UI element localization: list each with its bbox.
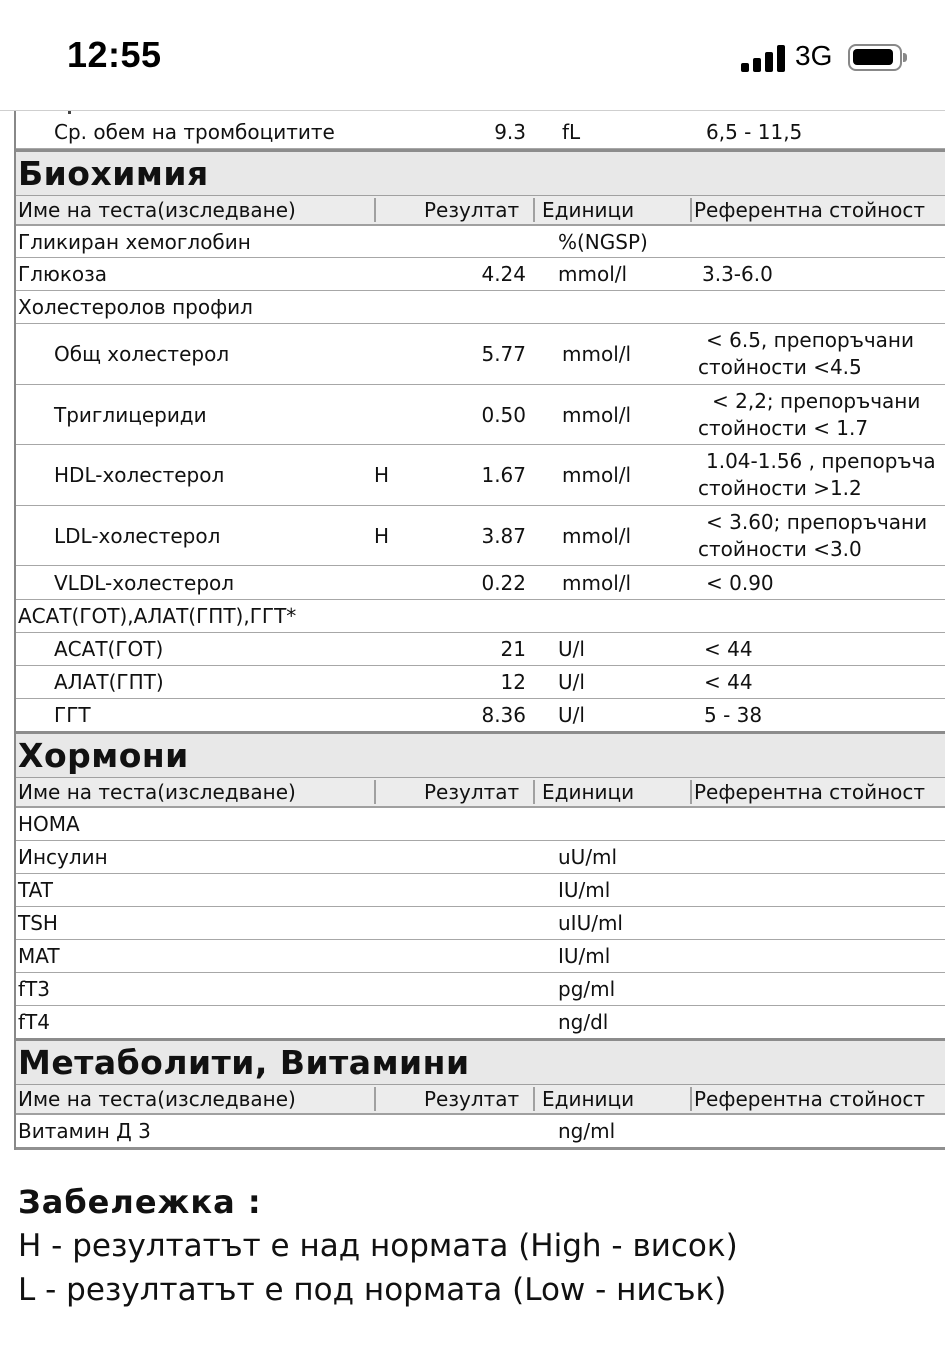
table-row: АЛАТ(ГПТ) 12 U/l < 44: [16, 666, 945, 699]
table-row: Ср. обем на тромбоцитите 9.3 fL 6,5 - 11,5: [16, 116, 945, 149]
table-row: Холестеролов профил: [16, 291, 945, 324]
table-row: fT3 pg/ml: [16, 973, 945, 1006]
table-row: Триглицериди 0.50 mmol/l < 2,2; препоръчани стойности < 1.7: [16, 385, 945, 445]
high-flag: H: [374, 523, 390, 548]
notes-title: Забележка :: [18, 1183, 262, 1221]
network-label: 3G: [795, 40, 833, 71]
table-row: ГГТ 8.36 U/l 5 - 38: [54, 703, 763, 727]
table-row: LDL-холестерол H 3.87 mmol/l < 3.60; препоръчани стойности <3.0: [16, 506, 945, 566]
table-row: АСАТ(ГОТ),АЛАТ(ГПТ),ГГТ*: [16, 600, 945, 633]
table-header: Име на теста(изследване) Резултат Единици Референтна стойност: [16, 196, 945, 226]
table-bottom-border: [16, 1147, 945, 1150]
table-row: HOMA: [16, 808, 945, 841]
note-high: H - резултатът е над нормата (High - висок): [18, 1228, 738, 1264]
battery-icon: [848, 44, 902, 71]
signal-bars-icon: [741, 44, 785, 72]
reference-range: < 3.60; препоръчани стойности <3.0: [698, 509, 928, 561]
table-row: Витамин Д 3 ng/ml: [18, 1119, 616, 1143]
table-row: Общ холестерол 5.77 mmol/l < 6.5, препоръчани стойности <4.5: [16, 324, 945, 385]
high-flag: H: [374, 463, 390, 487]
table-header: Име на теста(изследване) Резултат Единици Референтна стойност: [16, 1085, 945, 1115]
table-row: Глюкоза 4.24 mmol/l 3.3-6.0: [16, 258, 945, 291]
status-bar: [0, 0, 945, 110]
table-row: TSH uIU/ml: [16, 907, 945, 940]
table-row: HDL-холестерол H 1.67 mmol/l 1.04-1.56 , препоръча стойности >1.2: [16, 445, 945, 506]
table-row: Инсулин uU/ml: [16, 841, 945, 874]
notes-section: [18, 1180, 738, 1312]
section-heading-metabolites: Метаболити, Витамини: [16, 1038, 945, 1085]
reference-range: < 2,2; препоръчани стойности < 1.7: [698, 388, 921, 440]
reference-range: < 6.5, препоръчани стойности <4.5: [698, 328, 914, 379]
table-row: АСАТ(ГОТ) 21 U/l < 44: [16, 633, 945, 666]
section-heading-hormones: Хормони: [16, 731, 945, 778]
table-row: VLDL-холестерол 0.22 mmol/l < 0.90: [16, 566, 945, 600]
note-low: L - резултатът е под нормата (Low - нисък): [18, 1272, 727, 1308]
lab-results-document: [14, 116, 945, 1150]
table-header: Име на теста(изследване) Резултат Единици Референтна стойност: [16, 778, 945, 808]
reference-range: 1.04-1.56 , препоръча стойности >1.2: [698, 449, 936, 500]
table-row: fT4 ng/dl: [18, 1010, 609, 1034]
section-heading-biochemistry: Биохимия: [16, 149, 945, 196]
table-row: MAT IU/ml: [16, 940, 945, 973]
table-row: Гликиран хемоглобин %(NGSP): [16, 226, 945, 258]
status-time: 12:55: [67, 34, 162, 75]
table-row: TAT IU/ml: [16, 874, 945, 907]
